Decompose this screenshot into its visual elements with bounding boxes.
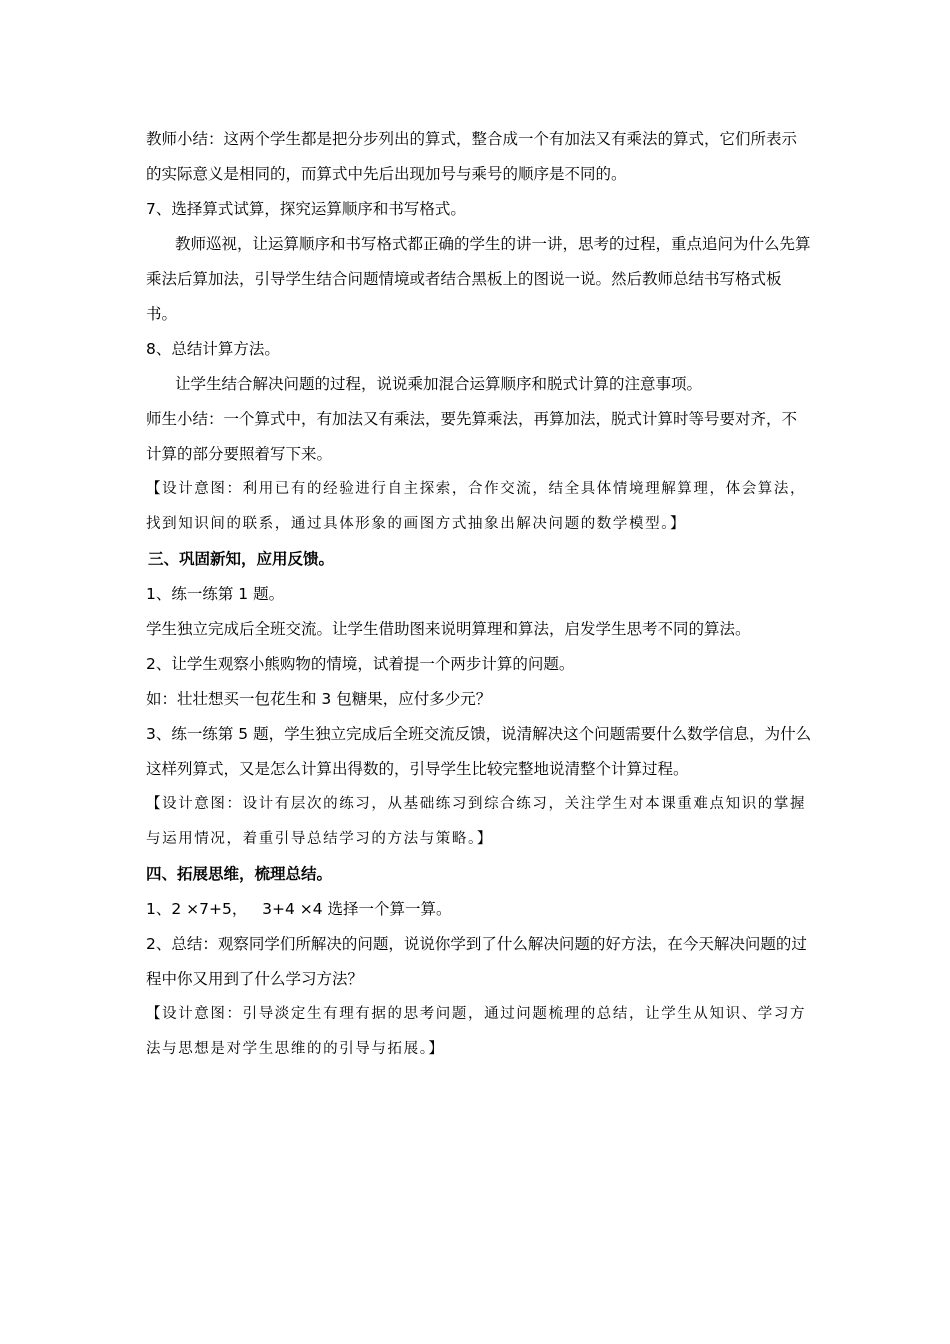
step7-body: 教师巡视，让运算顺序和书写格式都正确的学生的讲一讲，思考的过程，重点追问为什么先算乘法后算加法，引导学生结合问题情境或者结合黑板上的图说一说。然后教师总结书写格式板书。 xyxy=(146,235,811,323)
section3-item2-example: 如：壮壮想买一包花生和 3 包糖果，应付多少元？ xyxy=(146,690,492,708)
step7-title: 7、选择算式试算，探究运算顺序和书写格式。 xyxy=(146,200,466,218)
teacher-student-summary: 师生小结：一个算式中，有加法又有乘法，要先算乘法，再算加法，脱式计算时等号要对齐，不计算的部分要照着写下来。 xyxy=(146,410,798,463)
section4-heading: 四、拓展思维，梳理总结。 xyxy=(146,865,333,883)
step8-title: 8、总结计算方法。 xyxy=(146,340,280,358)
section3-heading: 三、巩固新知，应用反馈。 xyxy=(148,550,335,568)
teacher-summary-paragraph: 教师小结：这两个学生都是把分步列出的算式，整合成一个有加法又有乘法的算式，它们所表示的实际意义是相同的，而算式中先后出现加号与乘号的顺序是不同的。 xyxy=(146,130,798,183)
design-intent-2: 【设计意图：设计有层次的练习，从基础练习到综合练习，关注学生对本课重难点知识的掌握与运用情况，着重引导总结学习的方法与策略。】 xyxy=(146,796,807,847)
section4-item1: 1、2 ×7+5， 3+4 ×4 选择一个算一算。 xyxy=(146,900,452,918)
section3-item2: 2、让学生观察小熊购物的情境，试着提一个两步计算的问题。 xyxy=(146,655,575,673)
document-content xyxy=(146,122,812,1067)
section3-item3: 3、练一练第 5 题，学生独立完成后全班交流反馈，说清解决这个问题需要什么数学信息，为什么这样列算式，又是怎么计算出得数的，引导学生比较完整地说清整个计算过程。 xyxy=(146,725,812,778)
section3-item1-body: 学生独立完成后全班交流。让学生借助图来说明算理和算法，启发学生思考不同的算法。 xyxy=(146,620,751,638)
design-intent-1: 【设计意图：利用已有的经验进行自主探索，合作交流，结全具体情境理解算理，体会算法，找到知识间的联系，通过具体形象的画图方式抽象出解决问题的数学模型。】 xyxy=(146,481,807,532)
step8-body: 让学生结合解决问题的过程，说说乘加混合运算顺序和脱式计算的注意事项。 xyxy=(175,375,703,393)
design-intent-3: 【设计意图：引导淡定生有理有据的思考问题，通过问题梳理的总结，让学生从知识、学习方法与思想是对学生思维的的引导与拓展。】 xyxy=(146,1006,807,1057)
section4-item2: 2、总结：观察同学们所解决的问题，说说你学到了什么解决问题的好方法，在今天解决问题的过程中你又用到了什么学习方法？ xyxy=(146,935,807,988)
section3-item1: 1、练一练第 1 题。 xyxy=(146,585,285,603)
